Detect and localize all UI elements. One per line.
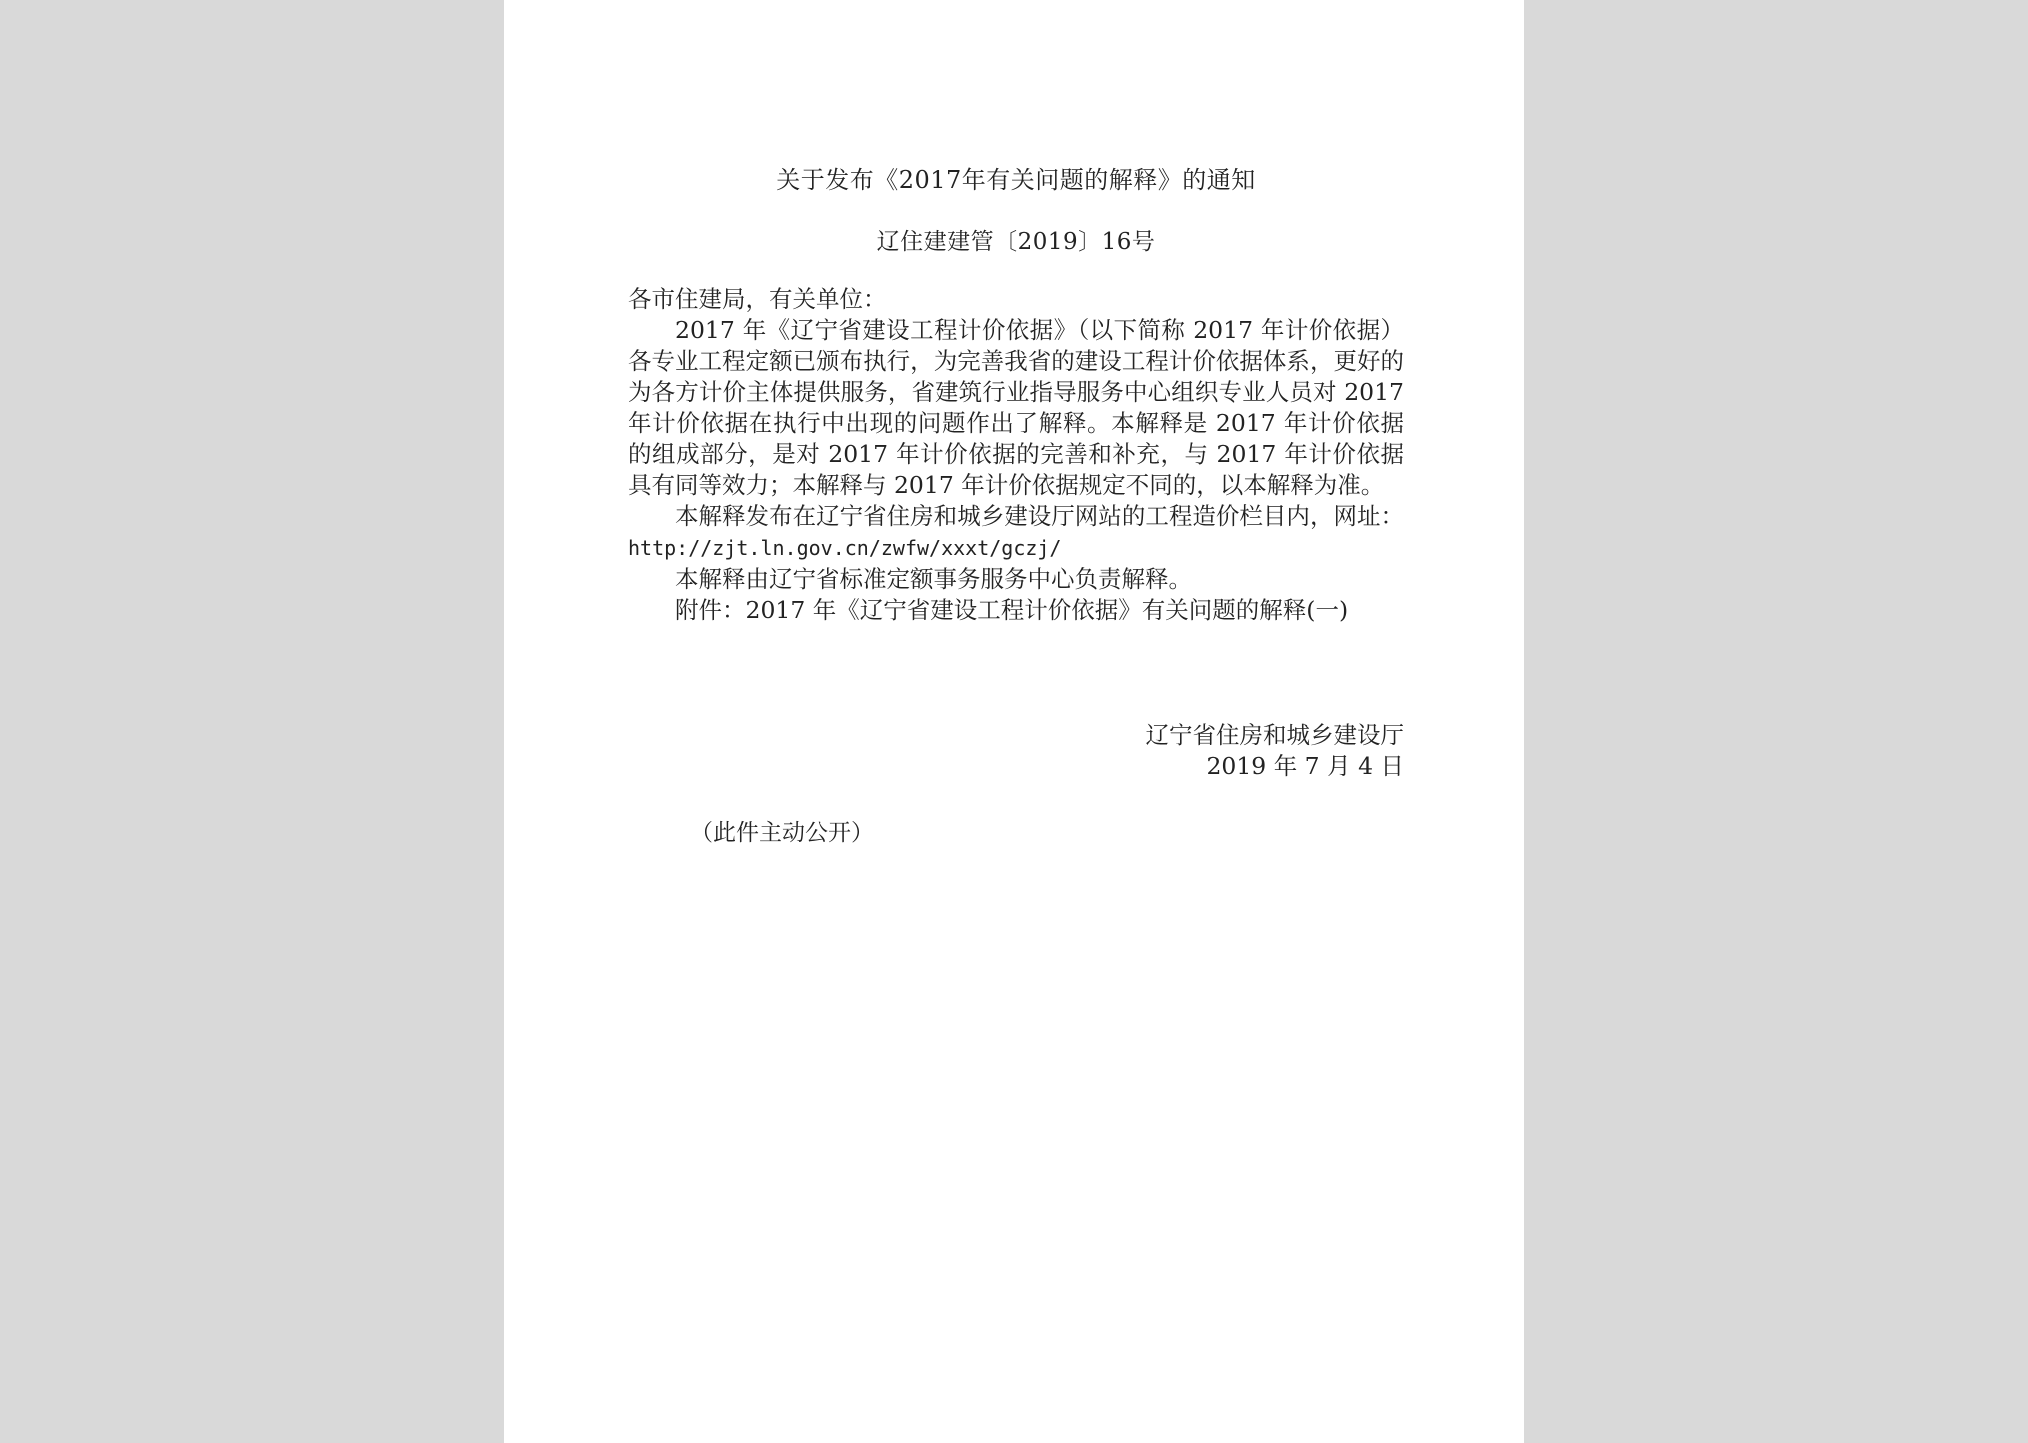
disclosure-note: （此件主动公开）	[690, 820, 874, 846]
document-body	[628, 284, 1404, 626]
paragraph-1: 2017 年《辽宁省建设工程计价依据》（以下简称 2017 年计价依据）各专业工程定额已颁布执行，为完善我省的建设工程计价依据体系，更好的为各方计价主体提供服务，省建筑行业指导服务中心组织专业人员对 2017 年计价依据在执行中出现的问题作出了解释。本解释是 2017 年计价依据的组成部分，是对 2017 年计价依据的完善和补充，与 2017 年计价依据具有同等效力；本解释与 2017 年计价依据规定不同的，以本解释为准。	[628, 316, 1404, 499]
salutation: 各市住建局，有关单位：	[628, 285, 887, 313]
paragraph-2-text: 本解释发布在辽宁省住房和城乡建设厅网站的工程造价栏目内，网址：	[675, 502, 1404, 530]
document-number: 辽住建建管〔2019〕16号	[876, 229, 1156, 255]
paragraph-2	[628, 501, 1404, 564]
website-url[interactable]: http://zjt.ln.gov.cn/zwfw/xxxt/gczj/	[628, 536, 1062, 560]
issuer-name: 辽宁省住房和城乡建设厅	[1145, 721, 1404, 749]
signature-block	[628, 720, 1404, 782]
document-title: 关于发布《2017年有关问题的解释》的通知	[776, 166, 1256, 194]
attachment-line: 附件：2017 年《辽宁省建设工程计价依据》有关问题的解释(一)	[675, 596, 1349, 624]
document-page	[504, 0, 1524, 1443]
paragraph-3: 本解释由辽宁省标准定额事务服务中心负责解释。	[675, 565, 1192, 593]
issue-date: 2019 年 7 月 4 日	[1206, 752, 1404, 780]
